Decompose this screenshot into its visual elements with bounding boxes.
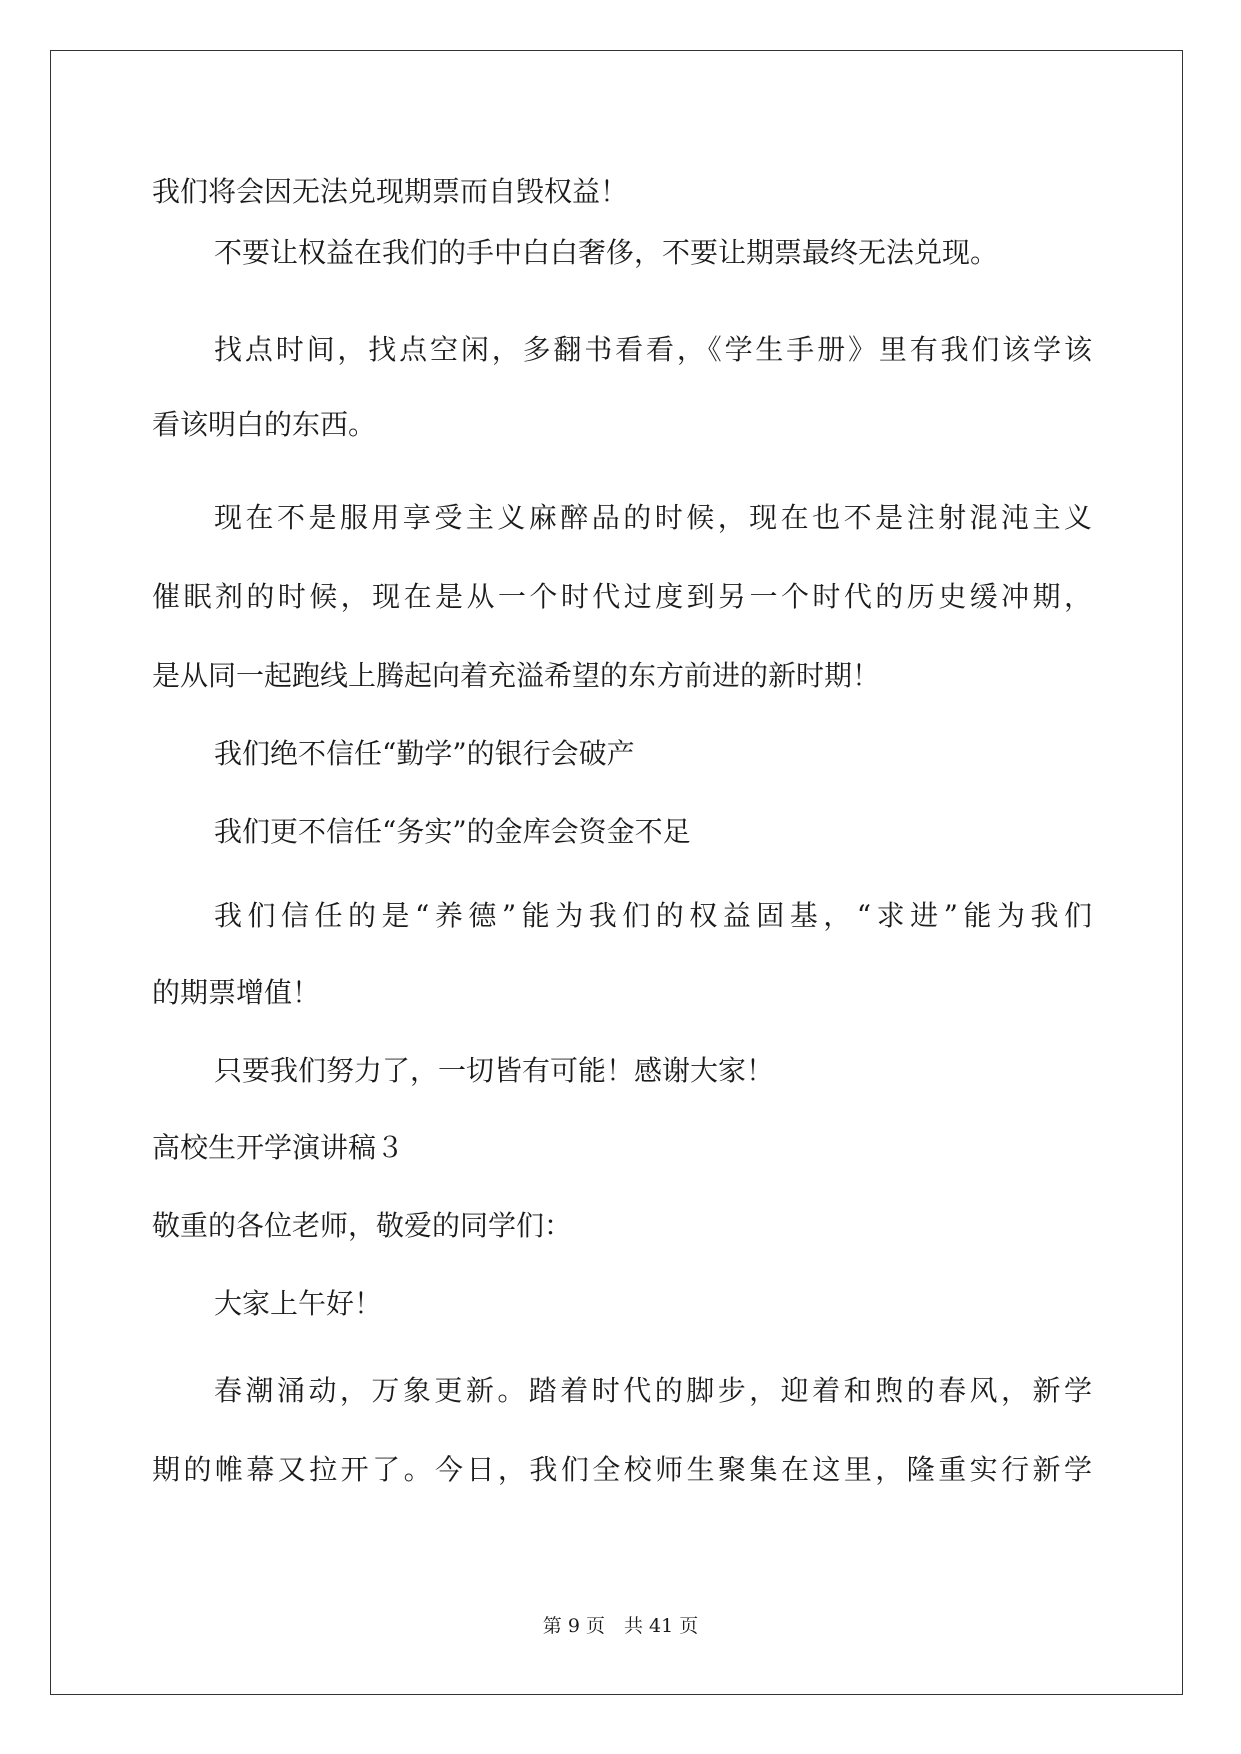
paragraph-line: 春潮涌动，万象更新。踏着时代的脚步，迎着和煦的春风，新学 bbox=[214, 1374, 1092, 1407]
paragraph-line: 我们更不信任“务实”的金库会资金不足 bbox=[214, 815, 691, 848]
paragraph-line: 我们信任的是“养德”能为我们的权益固基，“求进”能为我们 bbox=[214, 899, 1092, 932]
paragraph-line: 我们绝不信任“勤学”的银行会破产 bbox=[214, 737, 635, 770]
greeting: 大家上午好！ bbox=[214, 1287, 383, 1320]
section-heading: 高校生开学演讲稿３ bbox=[152, 1131, 405, 1164]
paragraph-line: 我们将会因无法兑现期票而自毁权益！ bbox=[152, 175, 629, 208]
paragraph-line: 现在不是服用享受主义麻醉品的时候，现在也不是注射混沌主义 bbox=[214, 501, 1092, 534]
paragraph-line: 看该明白的东西。 bbox=[152, 408, 377, 441]
page-border bbox=[50, 50, 1183, 1695]
paragraph-line: 的期票增值！ bbox=[152, 976, 321, 1009]
page-number-footer: 第 9 页 共 41 页 bbox=[542, 1615, 699, 1637]
paragraph-line: 不要让权益在我们的手中白白奢侈，不要让期票最终无法兑现。 bbox=[214, 236, 999, 269]
paragraph-line: 只要我们努力了，一切皆有可能！感谢大家！ bbox=[214, 1054, 775, 1087]
paragraph-line: 催眠剂的时候，现在是从一个时代过度到另一个时代的历史缓冲期， bbox=[152, 580, 1092, 613]
paragraph-line: 是从同一起跑线上腾起向着充溢希望的东方前进的新时期！ bbox=[152, 659, 881, 692]
salutation: 敬重的各位老师，敬爱的同学们： bbox=[152, 1209, 573, 1242]
paragraph-line: 期的帷幕又拉开了。今日，我们全校师生聚集在这里，隆重实行新学 bbox=[152, 1453, 1092, 1486]
paragraph-line: 找点时间，找点空闲，多翻书看看，《学生手册》里有我们该学该 bbox=[214, 333, 1092, 366]
